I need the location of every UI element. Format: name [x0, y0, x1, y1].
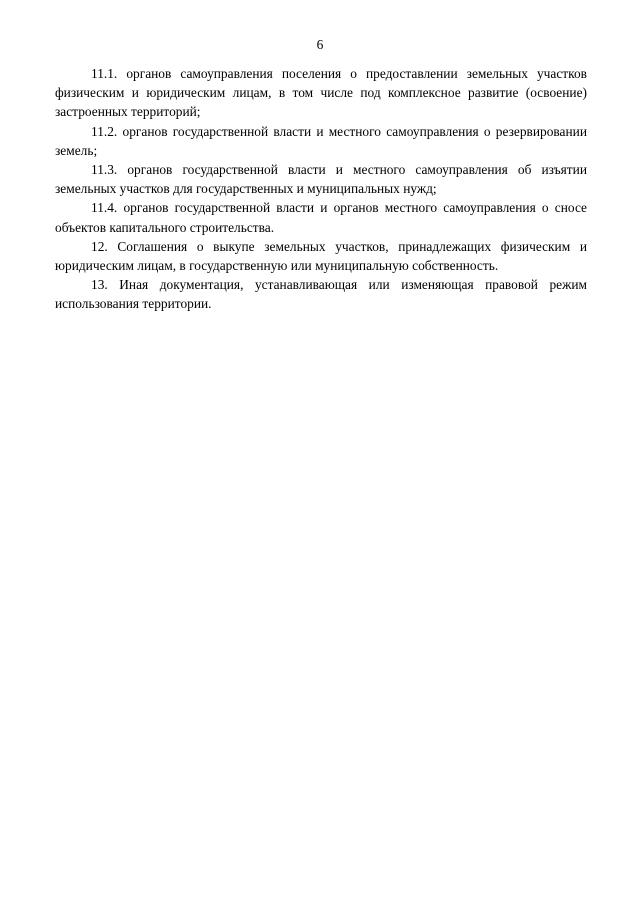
paragraph-11-4: 11.4. органов государственной власти и органов местного самоуправления о сносе объектов капитального строительства. [55, 200, 587, 235]
page-number: 6 [316, 37, 324, 52]
paragraph-11-3: 11.3. органов государственной власти и местного самоуправления об изъятии земельных участков для государственных и муниципальных нужд; [55, 162, 587, 197]
paragraph-11-1: 11.1. органов самоуправления поселения о предоставлении земельных участков физическим и юридическим лицам, в том числе под комплексное развитие (освоение) застроенных территорий; [55, 66, 587, 120]
document-body [55, 64, 587, 314]
paragraph-12: 12. Соглашения о выкупе земельных участков, принадлежащих физическим и юридическим лицам, в государственную или муниципальную собственность. [55, 238, 587, 274]
paragraph-11-2: 11.2. органов государственной власти и местного самоуправления о резервировании земель; [55, 123, 587, 158]
paragraph-13: 13. Иная документация, устанавливающая или изменяющая правовой режим использования территории. [55, 277, 587, 312]
